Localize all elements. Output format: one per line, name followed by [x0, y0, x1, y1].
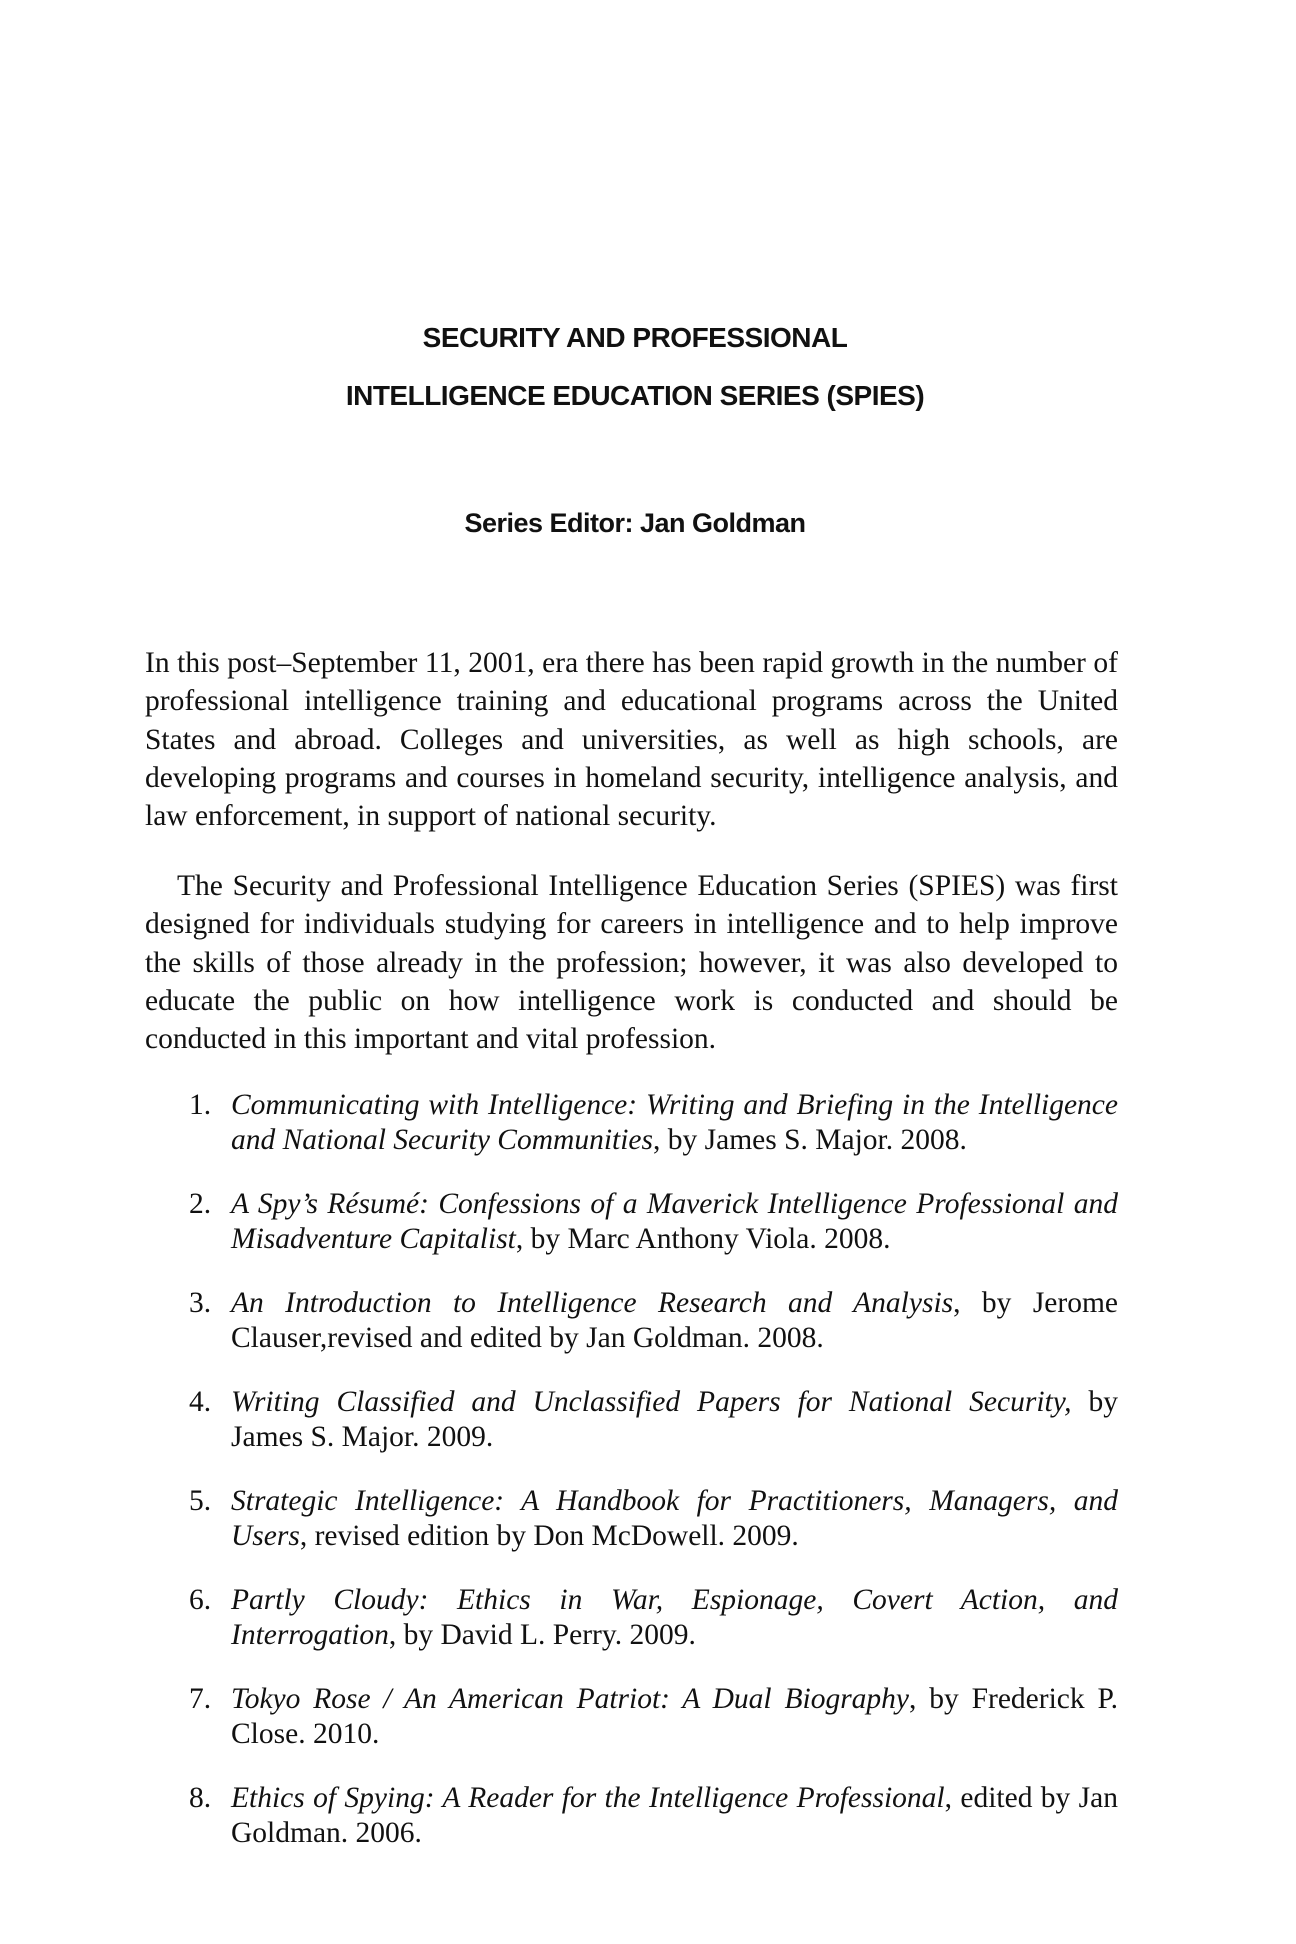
- list-item-number: 1.: [189, 1089, 212, 1121]
- list-item: [145, 1385, 1118, 1455]
- book-credit: , by James S. Major. 2008.: [653, 1124, 967, 1156]
- book-title: Tokyo Rose / An American Patriot: A Dual Biography: [231, 1683, 910, 1715]
- list-item-number: 8.: [189, 1782, 212, 1814]
- series-title-line-2: INTELLIGENCE EDUCATION SERIES (SPIES): [345, 380, 925, 411]
- book-title: Communicating with Intelligence: Writing and Briefing in the Intelligence and National Security Communities: [231, 1089, 1118, 1156]
- list-item: [145, 1682, 1118, 1752]
- book-title: An Introduction to Intelligence Research and Analysis: [231, 1287, 954, 1319]
- list-item: [145, 1187, 1118, 1257]
- list-item: [145, 1484, 1118, 1554]
- list-item-number: 5.: [189, 1485, 212, 1517]
- list-item: [145, 1583, 1118, 1653]
- book-credit: , revised edition by Don McDowell. 2009.: [299, 1520, 799, 1552]
- book-title: Partly Cloudy: Ethics in War, Espionage, Covert Action, and Interrogation: [231, 1584, 1118, 1651]
- list-item-number: 4.: [189, 1386, 212, 1418]
- book-title: A Spy’s Résumé: Confessions of a Maverick Intelligence Professional and Misadventure Capitalist: [231, 1188, 1118, 1255]
- book-title: Strategic Intelligence: A Handbook for Practitioners, Managers, and Users: [231, 1485, 1118, 1552]
- book-credit: , by Marc Anthony Viola. 2008.: [515, 1223, 891, 1255]
- book-credit: by James S. Major. 2009.: [231, 1386, 1118, 1453]
- list-item-number: 2.: [189, 1188, 212, 1220]
- list-item: [145, 1286, 1118, 1356]
- series-book-list: [145, 1088, 1118, 1880]
- list-item: [145, 1088, 1118, 1158]
- book-credit: , by Frederick P. Close. 2010.: [231, 1683, 1118, 1750]
- list-item-number: 7.: [189, 1683, 212, 1715]
- list-item-number: 6.: [189, 1584, 212, 1616]
- series-title-line-1: SECURITY AND PROFESSIONAL: [422, 322, 848, 353]
- book-credit: , edited by Jan Goldman. 2006.: [231, 1782, 1119, 1849]
- intro-paragraph-1: In this post–September 11, 2001, era there has been rapid growth in the number of professional intelligence training and educational programs across the United States and abroad. Colleges and universities, as well as high schools, are developing programs and courses in homeland security, intelligence analysis, and law enforcement, in support of national security.: [145, 647, 1118, 833]
- intro-paragraph-2: The Security and Professional Intelligence Education Series (SPIES) was first designed for individuals studying for careers in intelligence and to help improve the skills of those already in the profession; however, it was also developed to educate the public on how intelligence work is conducted and should be conducted in this important and vital profession.: [145, 870, 1118, 1056]
- series-editor: Series Editor: Jan Goldman: [464, 508, 806, 538]
- list-item-number: 3.: [189, 1287, 212, 1319]
- book-credit: , by David L. Perry. 2009.: [388, 1619, 696, 1651]
- list-item: [145, 1781, 1118, 1851]
- book-credit: , by Jerome Clauser,revised and edited by Jan Goldman. 2008.: [231, 1287, 1118, 1354]
- book-title: Writing Classified and Unclassified Papers for National Security,: [231, 1386, 1072, 1418]
- book-title: Ethics of Spying: A Reader for the Intelligence Professional: [231, 1782, 945, 1814]
